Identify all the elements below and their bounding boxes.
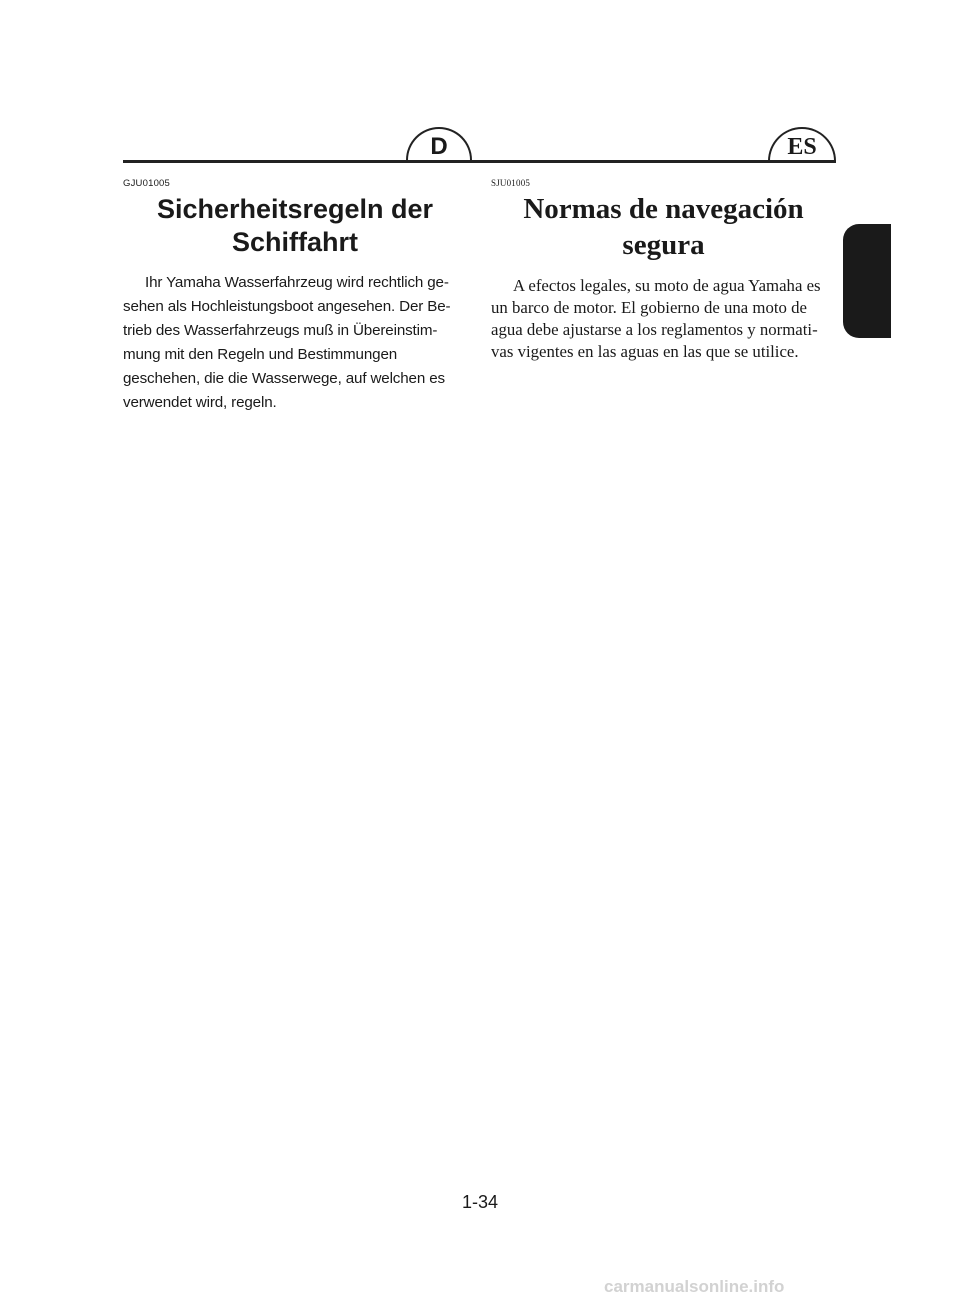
german-column xyxy=(123,178,467,415)
watermark[interactable]: carmanualsonline.info xyxy=(604,1277,785,1296)
section-body-german xyxy=(123,271,467,415)
title-line: Sicherheitsregeln der xyxy=(156,194,434,224)
section-title-spanish xyxy=(491,191,836,263)
body-line: agua debe ajustarse a los reglamentos y normati- xyxy=(491,320,818,339)
language-label-german: D xyxy=(430,133,448,160)
body-line: geschehen, die die Wasserwege, auf welchen es xyxy=(123,370,445,387)
section-body-spanish xyxy=(491,275,836,363)
language-label-spanish: ES xyxy=(787,133,817,160)
language-tab-spanish xyxy=(768,127,836,161)
body-line: trieb des Wasserfahrzeugs muß in Übereinstim- xyxy=(123,322,438,339)
page-number: 1-34 xyxy=(461,1192,499,1212)
title-line: Schiffahrt xyxy=(231,227,358,257)
language-tab-german xyxy=(406,127,472,161)
section-code-spanish: SJU01005 xyxy=(491,178,531,188)
body-line: sehen als Hochleistungsboot angesehen. Der Be- xyxy=(123,298,451,315)
section-code-german: GJU01005 xyxy=(123,178,171,189)
title-line: Normas de navegación xyxy=(523,193,804,225)
body-line: vas vigentes en las aguas en las que se utilice. xyxy=(491,342,799,361)
title-line: segura xyxy=(622,229,705,261)
body-line: verwendet wird, regeln. xyxy=(123,394,277,411)
body-line: A efectos legales, su moto de agua Yamaha es xyxy=(513,276,821,295)
body-line: Ihr Yamaha Wasserfahrzeug wird rechtlich ge- xyxy=(145,274,449,291)
header-rule xyxy=(123,160,836,163)
body-line: un barco de motor. El gobierno de una moto de xyxy=(491,298,807,317)
chapter-thumb-tab xyxy=(843,224,891,338)
spanish-column xyxy=(491,178,836,363)
section-title-german xyxy=(123,193,467,259)
body-line: mung mit den Regeln und Bestimmungen xyxy=(123,346,398,363)
